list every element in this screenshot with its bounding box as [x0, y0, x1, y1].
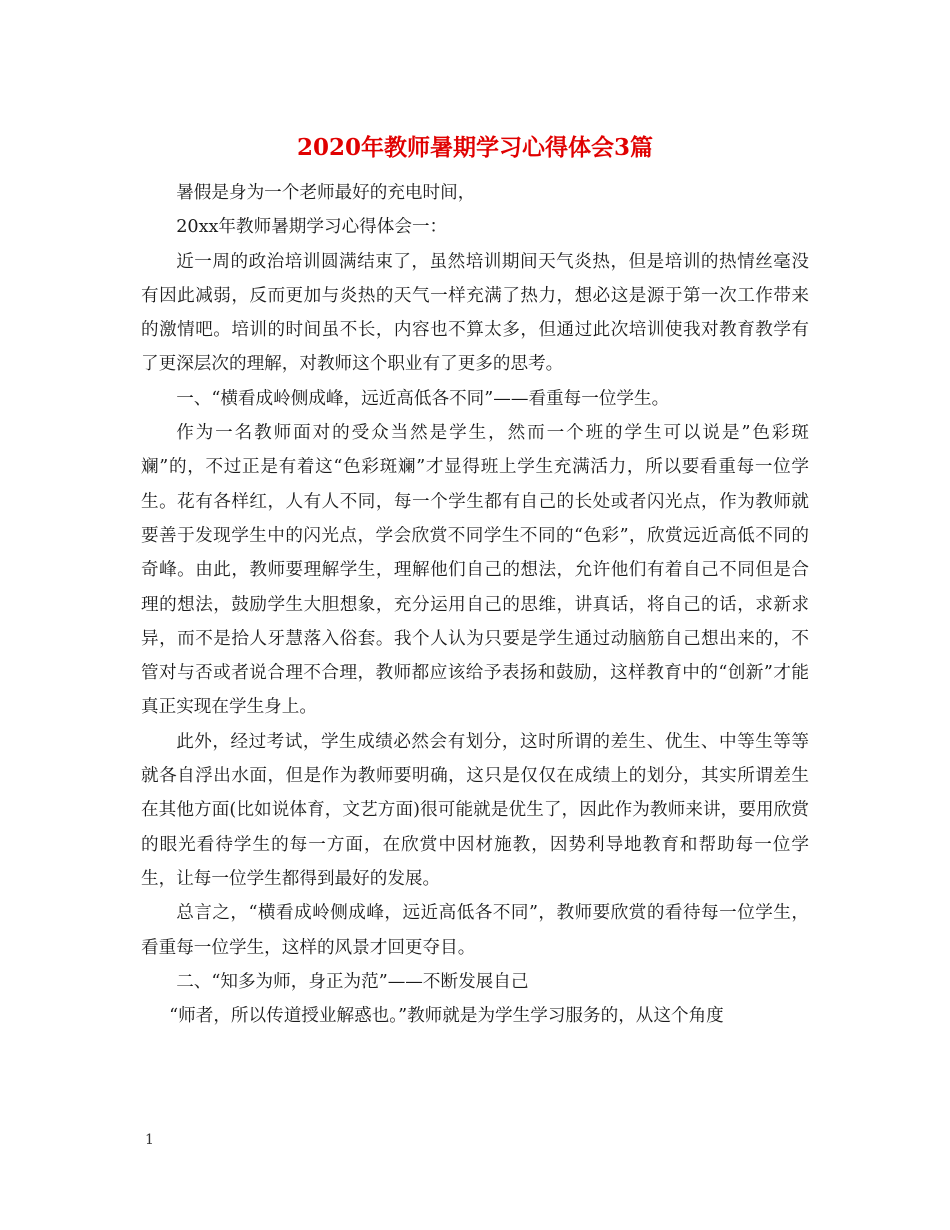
paragraph: 20xx年教师暑期学习心得体会一：: [176, 217, 448, 238]
document-body: [141, 176, 809, 1033]
paragraph: 暑假是身为一个老师最好的充电时间，: [176, 183, 476, 203]
section-heading: 一、“横看成岭侧成峰，远近高低各不同”——看重每一位学生。: [176, 388, 670, 409]
document-title: 2020年教师暑期学习心得体会3篇: [296, 134, 654, 161]
paragraph: 作为一名教师面对的受众当然是学生，然而一个班的学生可以说是”色彩斑斓”的，不过正是有着这“色彩斑斓”才显得班上学生充满活力，所以要看重每一位学生。花有各样红，人有人不同，每一个学生都有自己的长处或者闪光点，作为教师就要善于发现学生中的闪光点，学会欣赏不同学生不同的“色彩”，欣赏远近高低不同的奇峰。由此，教师要理解学生，理解他们自己的想法，允许他们有着自己不同但是合理的想法，鼓励学生大胆想象，充分运用自己的思维，讲真话，将自己的话，求新求异，而不是拾人牙慧落入俗套。我个人认为只要是学生通过动脑筋自己想出来的，不管对与否或者说合理不合理，教师都应该给予表扬和鼓励，这样教育中的“创新”才能真正实现在学生身上。: [141, 423, 809, 718]
paragraph: “师者，所以传道授业解惑也。”教师就是为学生学习服务的，从这个角度: [169, 1006, 724, 1027]
paragraph: 总言之，“横看成岭侧成峰，远近高低各不同”，教师要欣赏的看待每一位学生，看重每一位学生，这样的风景才回更夺目。: [141, 903, 809, 958]
page-number: 1: [145, 1132, 154, 1148]
section-heading: 二、“知多为师，身正为范”——不断发展自己: [176, 971, 529, 992]
paragraph: 近一周的政治培训圆满结束了，虽然培训期间天气炎热，但是培训的热情丝毫没有因此减弱，反而更加与炎热的天气一样充满了热力，想必这是源于第一次工作带来的激情吧。培训的时间虽不长，内容也不算太多，但通过此次培训使我对教育教学有了更深层次的理解，对教师这个职业有了更多的思考。: [141, 251, 809, 375]
paragraph: 此外，经过考试，学生成绩必然会有划分，这时所谓的差生、优生、中等生等等就各自浮出水面，但是作为教师要明确，这只是仅仅在成绩上的划分，其实所谓差生在其他方面(比如说体育，文艺方面)很可能就是优生了，因此作为教师来讲，要用欣赏的眼光看待学生的每一方面，在欣赏中因材施教，因势利导地教育和帮助每一位学生，让每一位学生都得到最好的发展。: [141, 731, 809, 889]
